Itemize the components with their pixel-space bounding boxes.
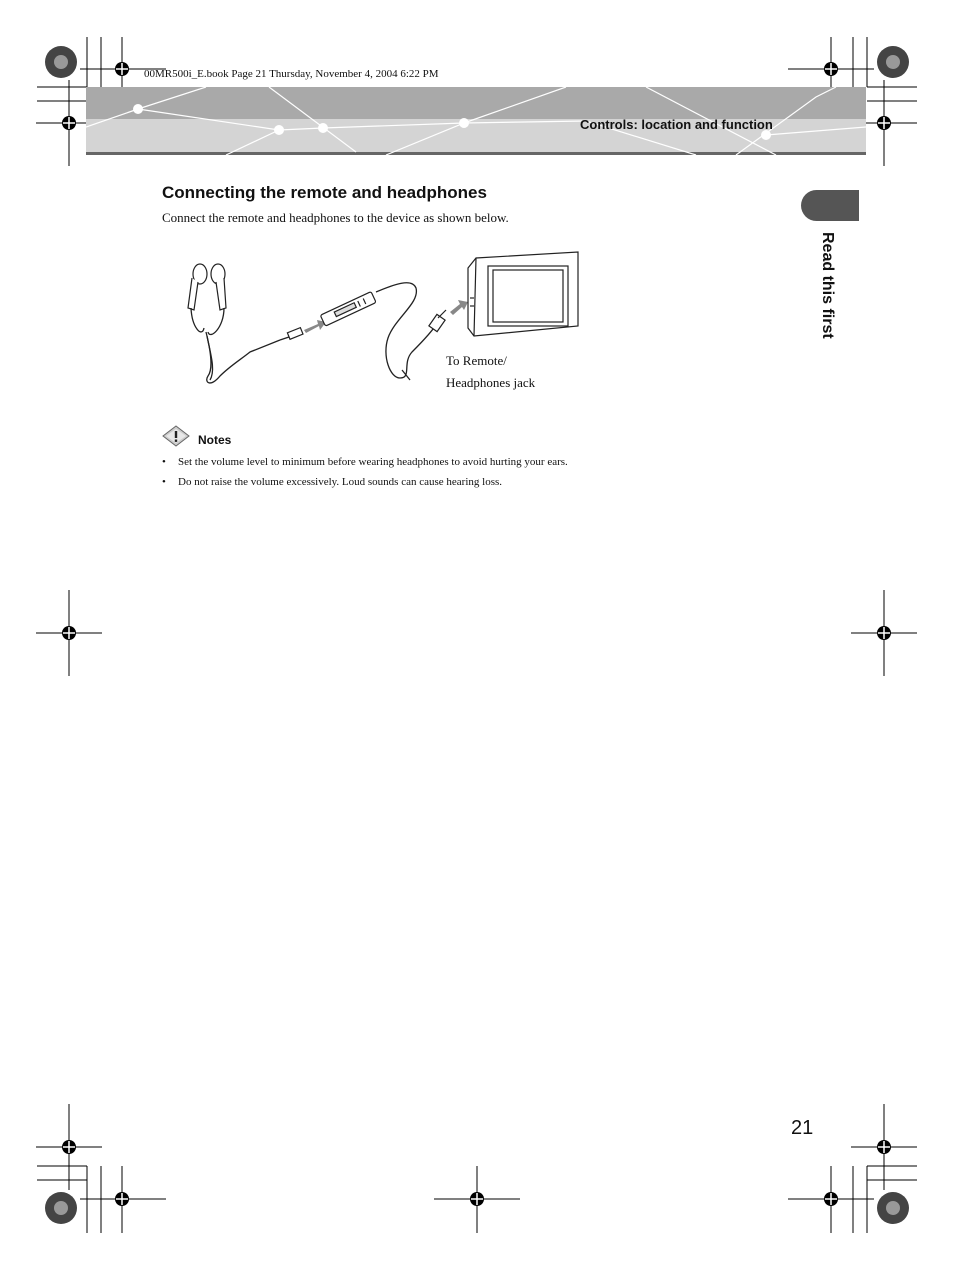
section-header: Controls: location and function <box>580 117 773 132</box>
bullet-icon: • <box>162 456 166 468</box>
figure-caption <box>446 350 535 394</box>
caption-line-1: To Remote/ <box>446 353 507 368</box>
list-item <box>162 452 782 472</box>
side-tab-label: Read this first <box>819 232 836 339</box>
remote-icon <box>320 292 376 327</box>
note-text: Do not raise the volume excessively. Loud sounds can cause hearing loss. <box>178 476 503 488</box>
page-title: Connecting the remote and headphones <box>162 183 487 202</box>
bullet-icon: • <box>162 476 166 488</box>
slug-line: 00MR500i_E.book Page 21 Thursday, November 4, 2004 6:22 PM <box>144 68 439 80</box>
notes-list <box>162 452 782 492</box>
page-number: 21 <box>791 1117 814 1139</box>
caption-line-2: Headphones jack <box>446 375 536 390</box>
list-item <box>162 472 782 492</box>
notes-warning-icon <box>162 425 190 447</box>
connection-illustration <box>180 248 600 398</box>
player-device-icon <box>468 252 578 336</box>
notes-label: Notes <box>198 433 232 447</box>
intro-text: Connect the remote and headphones to the device as shown below. <box>162 210 509 225</box>
note-text: Set the volume level to minimum before wearing headphones to avoid hurting your ears. <box>178 456 568 468</box>
side-tab <box>801 190 859 221</box>
